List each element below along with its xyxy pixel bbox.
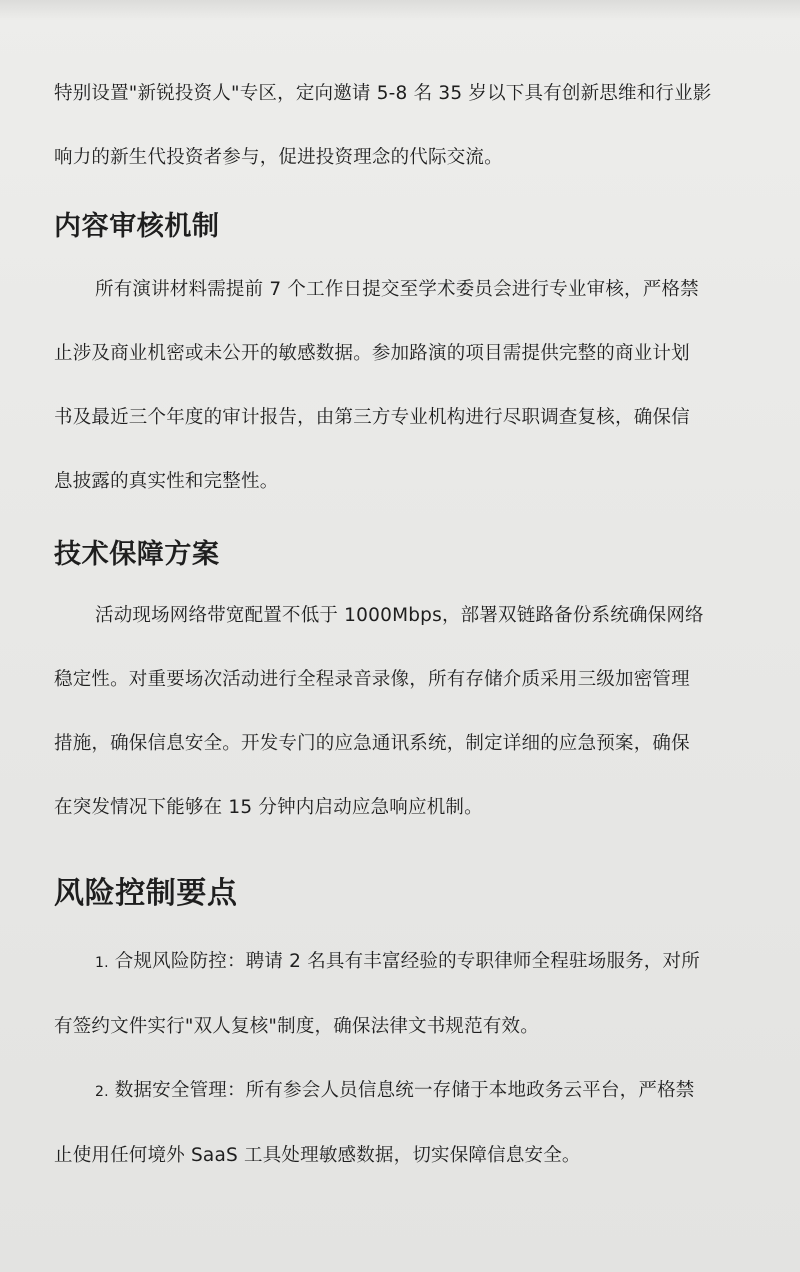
risk-item-2-line-2: 止使用任何境外 SaaS 工具处理敏感数据，切实保障信息安全。 [54,1145,581,1166]
section1-line-4: 息披露的真实性和完整性。 [54,471,279,492]
intro-line-2: 响力的新生代投资者参与，促进投资理念的代际交流。 [54,147,503,168]
section1-line-2: 止涉及商业机密或未公开的敏感数据。参加路演的项目需提供完整的商业计划 [54,343,690,364]
section-heading-risk-control: 风险控制要点 [54,876,238,911]
risk-item-2-line-1 [54,1059,754,1124]
section2-line-3: 措施，确保信息安全。开发专门的应急通讯系统，制定详细的应急预案，确保 [54,733,690,754]
section1-line-1: 所有演讲材料需提前 7 个工作日提交至学术委员会进行专业审核，严格禁 [95,279,699,300]
list-number-2: 2. [95,1084,109,1100]
list-number-1: 1. [95,955,109,971]
section2-line-1: 活动现场网络带宽配置不低于 1000Mbps，部署双链路备份系统确保网络 [95,605,704,626]
risk-item-1-line-1 [54,930,754,995]
risk-item-1-text: 合规风险防控：聘请 2 名具有丰富经验的专职律师全程驻场服务，对所 [114,951,700,972]
section-heading-content-review: 内容审核机制 [54,211,220,242]
intro-line-1: 特别设置"新锐投资人"专区，定向邀请 5-8 名 35 岁以下具有创新思维和行业影 [54,83,712,104]
risk-item-2-text: 数据安全管理：所有参会人员信息统一存储于本地政务云平台，严格禁 [114,1080,695,1101]
page-top-shadow [0,0,800,20]
section1-line-3: 书及最近三个年度的审计报告，由第三方专业机构进行尽职调查复核，确保信 [54,407,690,428]
document-content [54,62,754,1188]
section-heading-tech-support: 技术保障方案 [54,539,220,570]
section2-line-4: 在突发情况下能够在 15 分钟内启动应急响应机制。 [54,797,483,818]
risk-item-1-line-2: 有签约文件实行"双人复核"制度，确保法律文书规范有效。 [54,1016,539,1037]
section2-line-2: 稳定性。对重要场次活动进行全程录音录像，所有存储介质采用三级加密管理 [54,669,690,690]
